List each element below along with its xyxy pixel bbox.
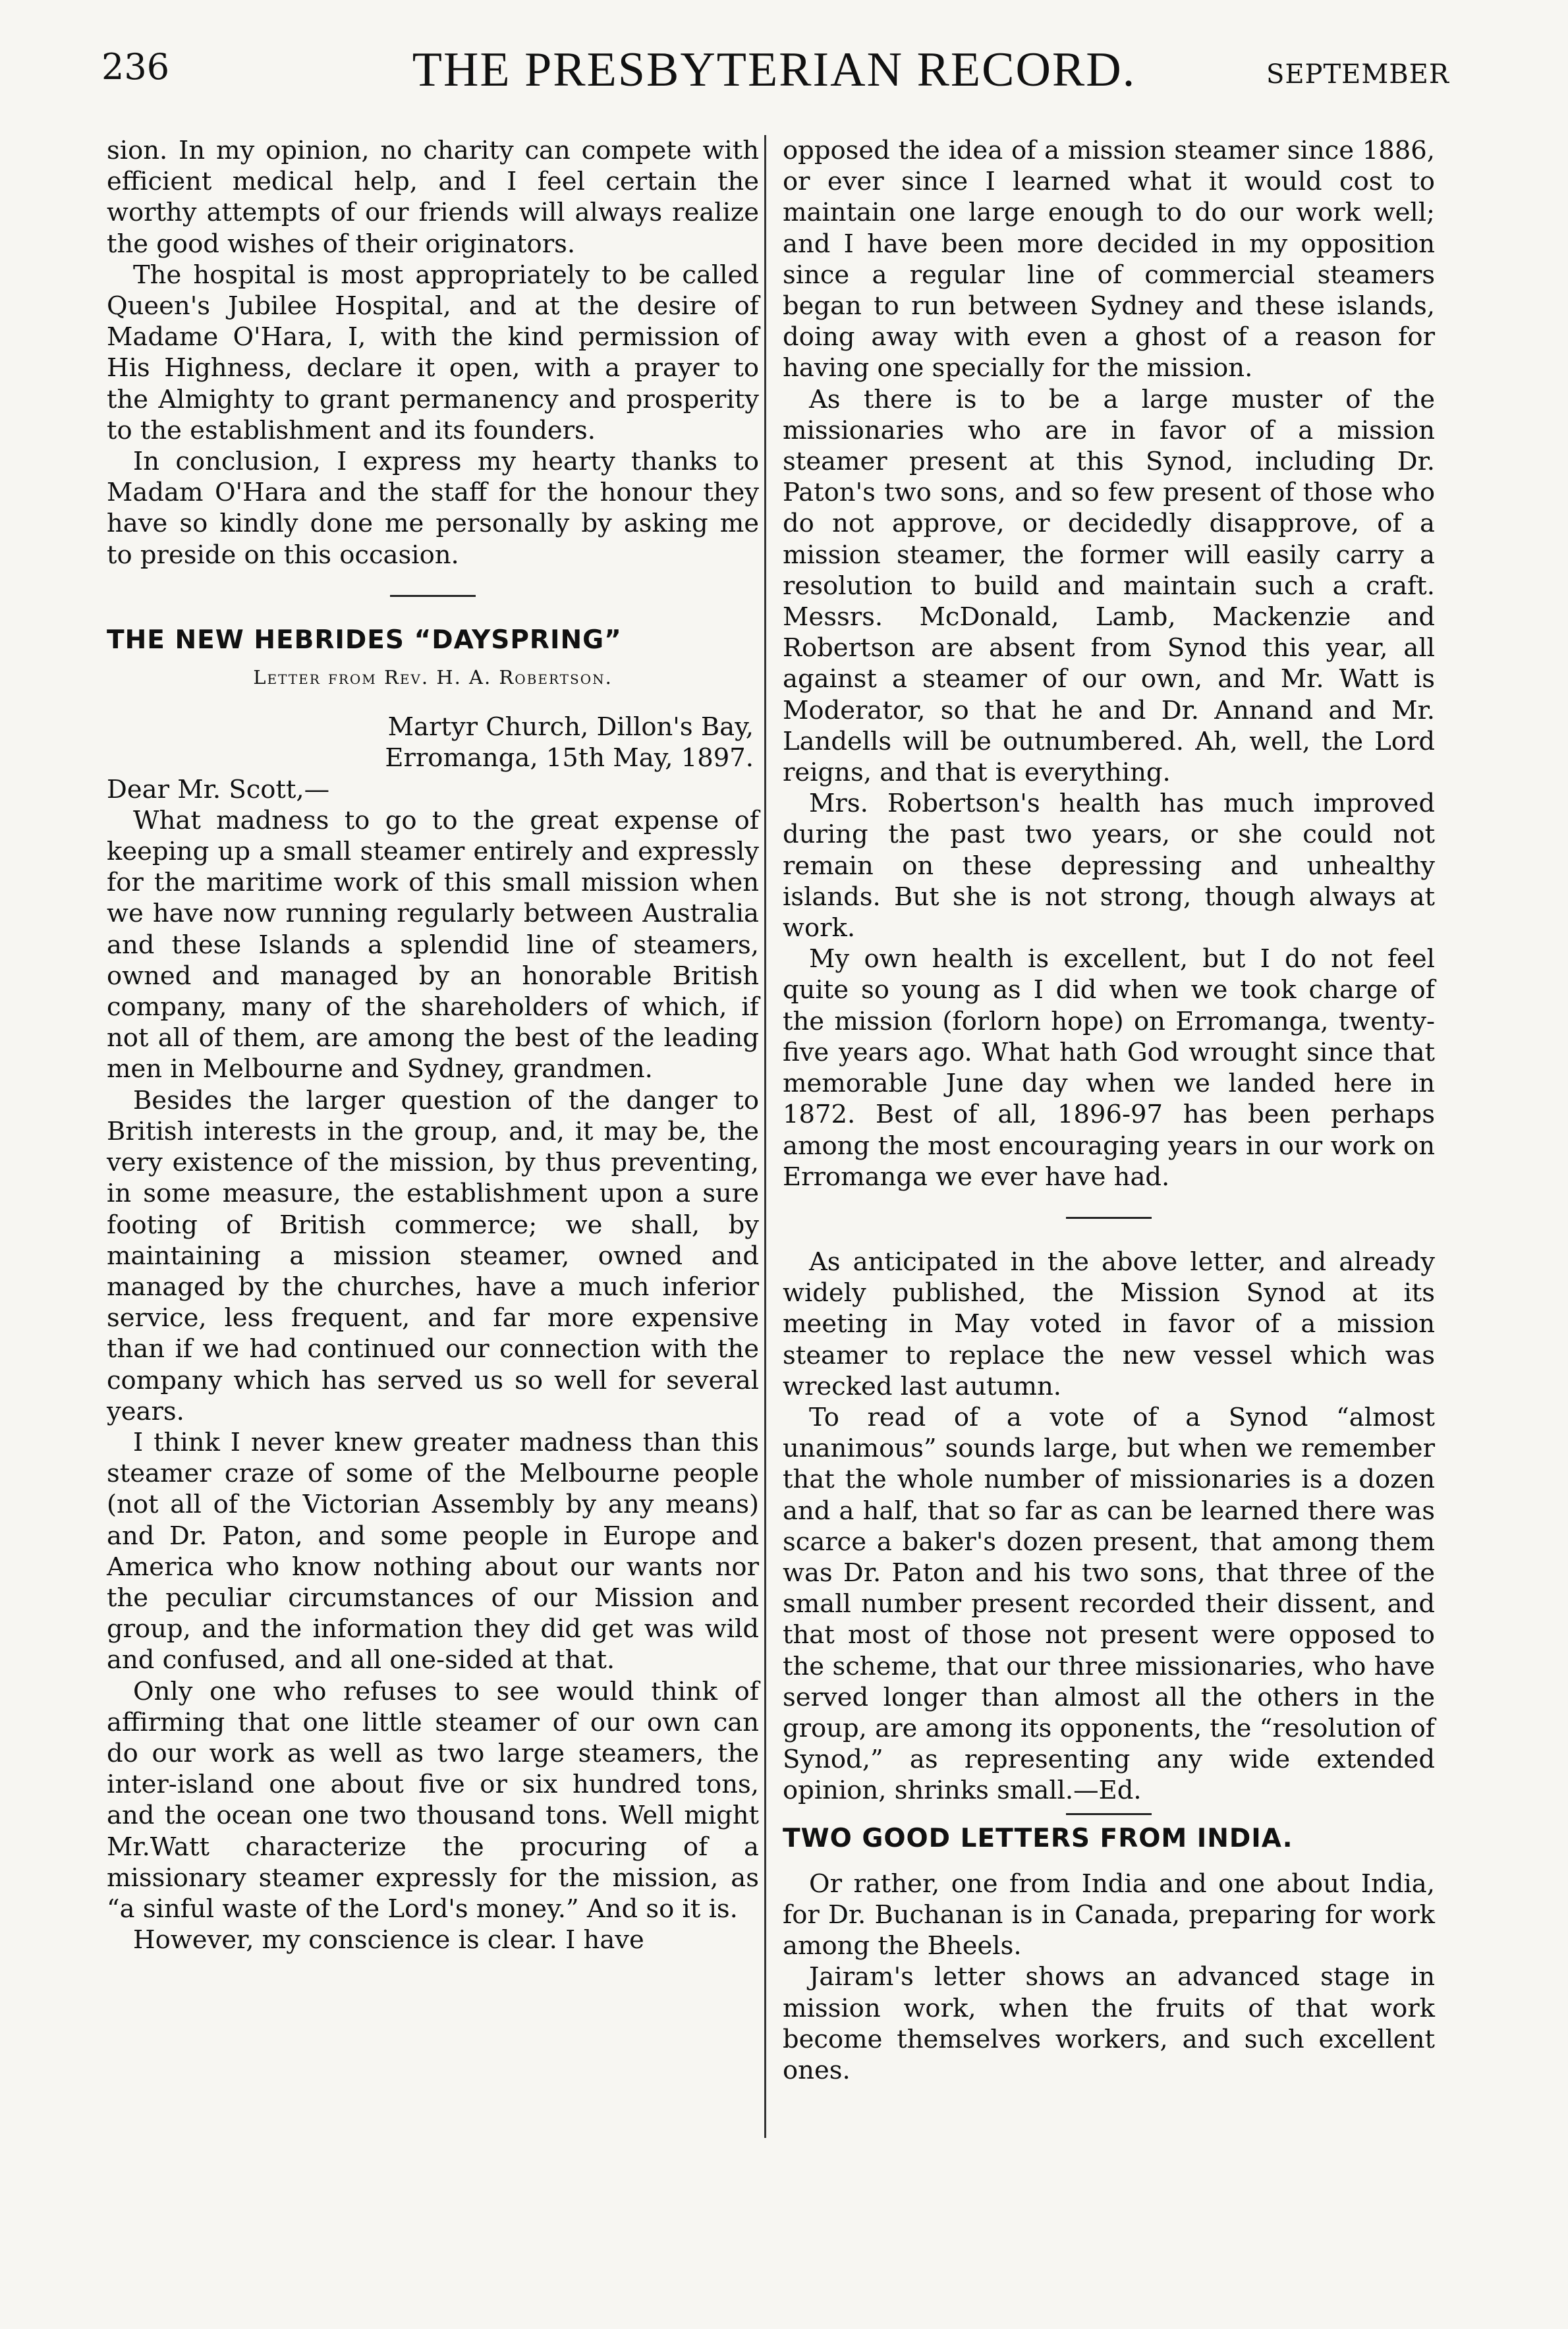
section-divider: [1066, 1813, 1152, 1815]
paragraph: Or rather, one from India and one about India, for Dr. Buchanan is in Canada, preparing for work among the Bheels.: [783, 1868, 1435, 1961]
journal-title: THE PRESBYTERIAN RECORD.: [412, 43, 1136, 97]
paragraph: In conclusion, I express my hearty thanks to Madam O'Hara and the staff for the honour they have so kindly done me personally by asking me to preside on this occasion.: [107, 447, 759, 570]
right-column: [783, 135, 1435, 2086]
editor-note-paragraph: To read of a vote of a Synod “almost unanimous” sounds large, but when we remember that the whole number of missionaries is a dozen and a half, that so far as can be learned there was scarce a baker's dozen present, that among them was Dr. Paton and his two sons, that three of the small number present recorded their dissent, and that most of those not present were opposed to the scheme, that our three missionaries, who have served longer than almost all the others in the group, are among its opponents, the “resolution of Synod,” as representing any wide extended opinion, shrinks small.—Ed.: [783, 1402, 1435, 1806]
paragraph: opposed the idea of a mission steamer since 1886, or ever since I learned what it would cost to maintain one large enough to do our work well; and I have been more decided in my opposition since a regular line of commercial steamers began to run between Sydney and these islands, doing away with even a ghost of a reason for having one specially for the mission.: [783, 136, 1435, 383]
paragraph: My own health is excellent, but I do not feel quite so young as I did when we took charge of the mission (forlorn hope) on Erromanga, twenty-five years ago. What hath God wrought since that memorable June day when we landed here in 1872. Best of all, 1896-97 has been perhaps among the most encouraging years in our work on Erromanga we ever have had.: [783, 944, 1435, 1192]
section-title: THE NEW HEBRIDES “DAYSPRING”: [107, 625, 622, 655]
paragraph: The hospital is most appropriately to be called Queen's Jubilee Hospital, and at the desire of Madame O'Hara, I, with the kind permission of His Highness, declare it open, with a prayer to the Almighty to grant permanency and prosperity to the establishment and its founders.: [107, 260, 759, 445]
paragraph: sion. In my opinion, no charity can compete with efficient medical help, and I feel certain the worthy attempts of our friends will always realize the good wishes of their originators.: [107, 136, 759, 259]
letter-date-line: Erromanga, 15th May, 1897.: [385, 743, 754, 773]
issue-month: SEPTEMBER: [1266, 59, 1449, 90]
paragraph: However, my conscience is clear. I have: [133, 1925, 644, 1955]
paragraph: Mrs. Robertson's health has much improved during the past two years, or she could not remain on these depressing and unhealthy islands. But she is not strong, though always at work.: [783, 789, 1435, 943]
left-column: [107, 135, 759, 1955]
editor-note-paragraph: As anticipated in the above letter, and already widely published, the Mission Synod at its meeting in May voted in favor of a mission steamer to replace the new vessel which was wrecked last autumn.: [783, 1247, 1435, 1401]
paragraph: Besides the larger question of the danger to British interests in the group, and, it may be, the very existence of the mission, by thus preventing, in some measure, the establishment upon a sure footing of British commerce; we shall, by maintaining a mission steamer, owned and managed by the churches, have a much inferior service, less frequent, and far more expensive than if we had continued our connection with the company which has served us so well for several years.: [107, 1085, 759, 1426]
section-title: TWO GOOD LETTERS FROM INDIA.: [783, 1823, 1293, 1853]
column-divider: [764, 135, 766, 2138]
section-divider: [390, 595, 476, 597]
section-divider: [1066, 1217, 1152, 1219]
paragraph: What madness to go to the great expense of keeping up a small steamer entirely and expressly for the maritime work of this small mission when we have now running regularly between Australia and these Islands a splendid line of steamers, owned and managed by an honorable British company, many of the shareholders of which, if not all of them, are among the best of the leading men in Melbourne and Sydney, grandmen.: [107, 805, 759, 1084]
page-header: [99, 41, 1449, 113]
byline: Letter from Rev. H. A. Robertson.: [253, 666, 613, 689]
paragraph: As there is to be a large muster of the missionaries who are in favor of a mission steamer present at this Synod, including Dr. Paton's two sons, and so few present of those who do not approve, or decidedly disapprove, of a mission steamer, the former will easily carry a resolution to build and maintain such a craft. Messrs. McDonald, Lamb, Mackenzie and Robertson are absent from Synod this year, all against a steamer of our own, and Mr. Watt is Moderator, so that he and Dr. Annand and Mr. Landells will be outnumbered. Ah, well, the Lord reigns, and that is everything.: [783, 384, 1435, 788]
paragraph: I think I never knew greater madness than this steamer craze of some of the Melbourne people (not all of the Victorian Assembly by any means) and Dr. Paton, and some people in Europe and America who know nothing about our wants nor the peculiar circumstances of our Mission and group, and the information they did get was wild and confused, and all one-sided at that.: [107, 1427, 759, 1675]
paragraph: Jairam's letter shows an advanced stage in mission work, when the fruits of that work become themselves workers, and such excellent ones.: [783, 1962, 1435, 2085]
salutation: Dear Mr. Scott,—: [107, 774, 330, 804]
page-number: 236: [101, 46, 170, 88]
paragraph: Only one who refuses to see would think of affirming that one little steamer of our own can do our work as well as two large steamers, the inter-island one about five or six hundred tons, and the ocean one two thousand tons. Well might Mr.Watt characterize the procuring of a missionary steamer expressly for the mission, as “a sinful waste of the Lord's money.” And so it is.: [107, 1676, 759, 1924]
letter-address-line: Martyr Church, Dillon's Bay,: [387, 712, 754, 743]
